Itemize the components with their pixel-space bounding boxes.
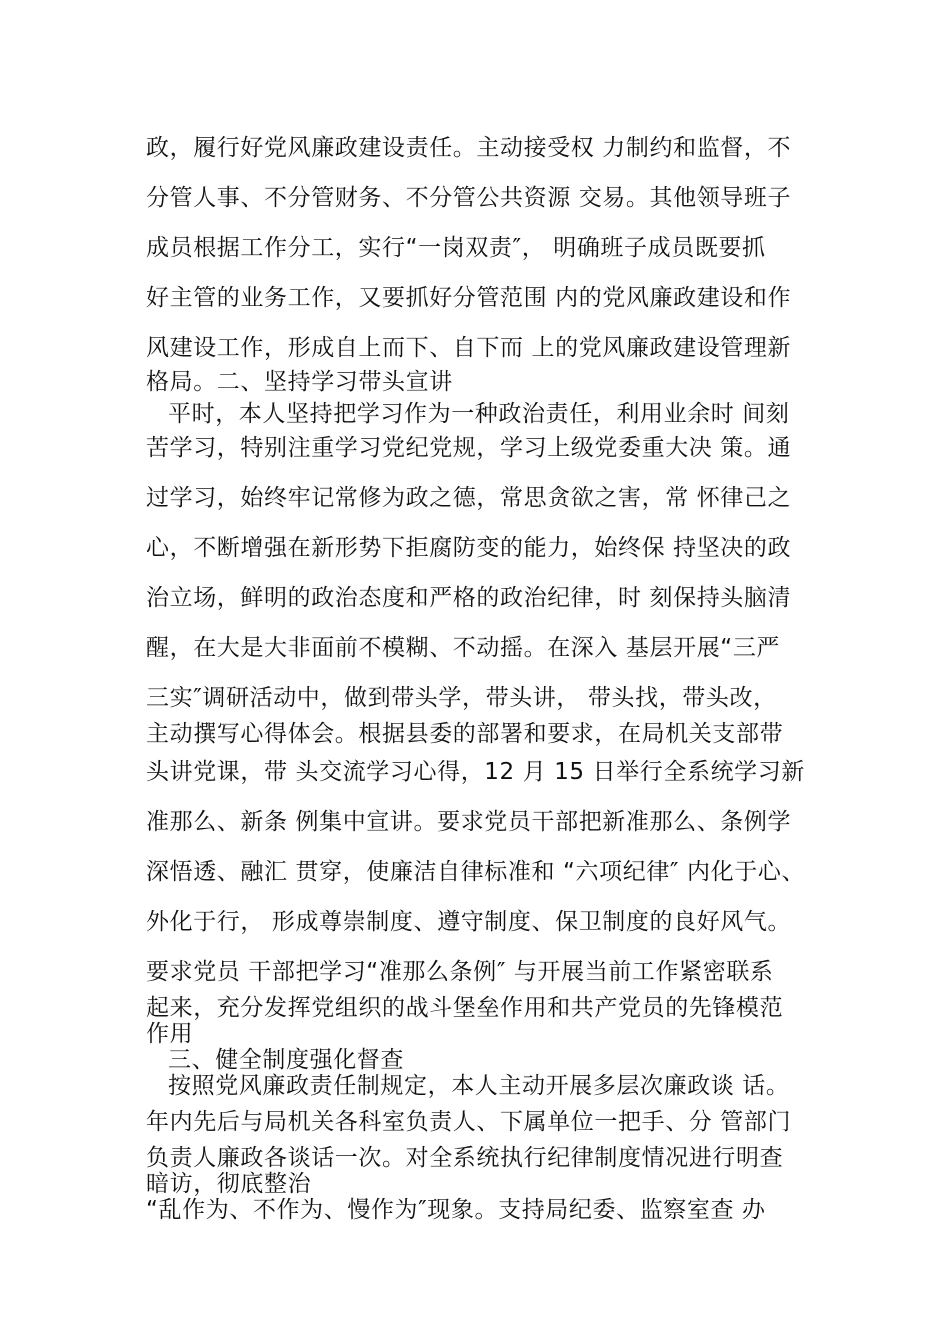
text-line: 深悟透、融汇 贯穿，使廉洁自律标准和 “六项纪律″ 内化于心、 (146, 859, 806, 885)
text-line: 负责人廉政各谈话一次。对全系统执行纪律制度情况进行明查 (146, 1145, 784, 1171)
text-line: 平时，本人坚持把学习作为一种政治责任，利用业余时 间刻 (168, 401, 790, 427)
text-line: 好主管的业务工作，又要抓好分管范围 内的党风廉政建设和作 (146, 285, 792, 311)
section-heading: 三、健全制度强化督查 (168, 1047, 404, 1073)
text-line: 起来，充分发挥党组织的战斗堡垒作用和共产党员的先锋模范 (146, 995, 784, 1021)
text-line: 作用 (146, 1021, 194, 1047)
text-line: 要求党员 干部把学习“准那么条例″ 与开展当前工作紧密联系 (146, 959, 774, 985)
section-heading-inline: 格局。二、坚持学习带头宣讲 (146, 369, 453, 395)
text-line: 政，履行好党风廉政建设责任。主动接受权 力制约和监督，不 (146, 135, 792, 161)
text-line: 三实″调研活动中，做到带头学，带头讲， 带头找，带头改， (146, 685, 777, 711)
text-line: 按照党风廉政责任制规定，本人主动开展多层次廉政谈 话。 (168, 1073, 790, 1099)
text-line: 过学习，始终牢记常修为政之德，常思贪欲之害，常 怀律己之 (146, 485, 792, 511)
text-line: 头讲党课，带 头交流学习心得，12 月 15 日举行全系统学习新 (146, 759, 805, 785)
text-line: 准那么、新条 例集中宣讲。要求党员干部把新准那么、条例学 (146, 809, 792, 835)
text-line: “乱作为、不作为、慢作为″现象。支持局纪委、监察室查 办 (146, 1197, 766, 1223)
text-line: 外化于行， 形成尊崇制度、遵守制度、保卫制度的良好风气。 (146, 909, 792, 935)
text-line: 年内先后与局机关各科室负责人、下属单位一把手、分 管部门 (146, 1109, 792, 1135)
text-line: 主动撰写心得体会。根据县委的部署和要求，在局机关支部带 (146, 721, 784, 747)
text-line: 醒，在大是大非面前不模糊、不动摇。在深入 基层开展“三严 (146, 635, 781, 661)
text-line: 治立场，鲜明的政治态度和严格的政治纪律，时 刻保持头脑清 (146, 585, 792, 611)
text-line: 成员根据工作分工，实行“一岗双责″， 明确班子成员既要抓 (146, 235, 766, 261)
text-line: 风建设工作，形成自上而下、自下而 上的党风廉政建设管理新 (146, 335, 792, 361)
text-line: 分管人事、不分管财务、不分管公共资源 交易。其他领导班子 (146, 185, 792, 211)
text-line: 心，不断增强在新形势下拒腐防变的能力，始终保 持坚决的政 (146, 535, 792, 561)
text-line: 暗访，彻底整治 (146, 1171, 312, 1197)
text-line: 苦学习，特别注重学习党纪党规，学习上级党委重大决 策。通 (146, 435, 792, 461)
